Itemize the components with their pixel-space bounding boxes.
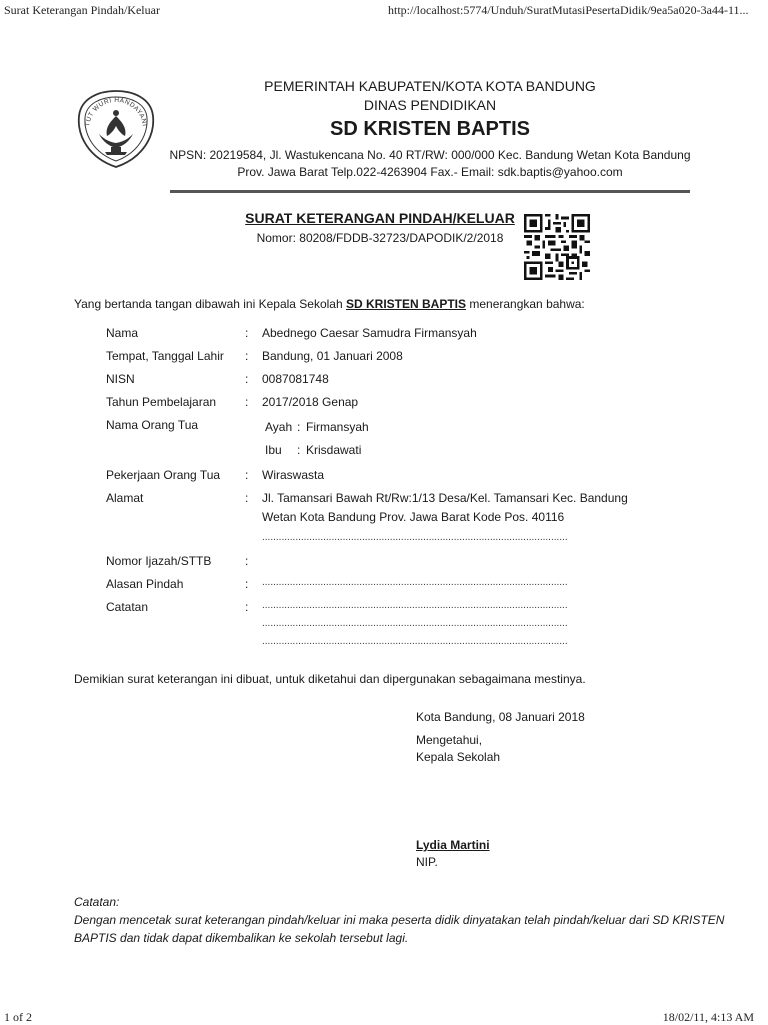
- letter-number: Nomor: 80208/FDDB-32723/DAPODIK/2/2018: [256, 231, 504, 245]
- field-colon: :: [245, 468, 249, 482]
- field-label-ortu: Nama Orang Tua: [106, 418, 199, 432]
- note-line1: Dengan mencetak surat keterangan pindah/keluar ini maka peserta didik dinyatakan telah pindah/keluar dari SD KRISTEN: [74, 913, 725, 927]
- note-title: Catatan:: [74, 895, 120, 909]
- field-value-ayah: Firmansyah: [306, 420, 369, 434]
- field-value-nama: Abednego Caesar Samudra Firmansyah: [262, 326, 477, 340]
- field-value-ibu: Krisdawati: [306, 443, 362, 457]
- letterhead-address-line2: Prov. Jawa Barat Telp.022-4263904 Fax.- Email: sdk.baptis@yahoo.com: [237, 165, 623, 179]
- field-value-tahun: 2017/2018 Genap: [262, 395, 359, 409]
- dotted-line: ..............................................................................................................: [262, 532, 568, 543]
- dotted-line: ..............................................................................................................: [262, 600, 568, 611]
- intro-text-after: menerangkan bahwa:: [466, 297, 585, 311]
- field-value-pekerjaan: Wiraswasta: [262, 468, 325, 482]
- dotted-line: ..............................................................................................................: [262, 636, 568, 647]
- place-date: Kota Bandung, 08 Januari 2018: [416, 710, 585, 724]
- signer-position: Kepala Sekolah: [416, 750, 501, 764]
- qr-code: [524, 214, 590, 280]
- letterhead-address-line1: NPSN: 20219584, Jl. Wastukencana No. 40 RT/RW: 000/000 Kec. Bandung Wetan Kota Bandung: [169, 148, 691, 162]
- field-value-nisn: 0087081748: [262, 372, 329, 386]
- field-label-ayah: Ayah: [265, 420, 293, 434]
- intro-statement: [74, 297, 585, 311]
- field-value-alamat-line2: Wetan Kota Bandung Prov. Jawa Barat Kode Pos. 40116: [262, 510, 565, 524]
- field-colon: :: [297, 443, 301, 457]
- field-colon: :: [245, 491, 249, 505]
- field-colon: :: [297, 420, 301, 434]
- field-label-ibu: Ibu: [265, 443, 282, 457]
- field-label-nisn: NISN: [106, 372, 135, 386]
- print-header-title: Surat Keterangan Pindah/Keluar: [4, 3, 160, 17]
- field-colon: :: [245, 349, 249, 363]
- field-colon: :: [245, 554, 249, 568]
- closing-statement: Demikian surat keterangan ini dibuat, untuk diketahui dan dipergunakan sebagaimana mestinya.: [74, 672, 586, 686]
- signer-name: Lydia Martini: [416, 838, 490, 852]
- field-label-alamat: Alamat: [106, 491, 144, 505]
- print-header-url: http://localhost:5774/Unduh/SuratMutasiPesertaDidik/9ea5a020-3a44-11...: [388, 3, 749, 17]
- field-label-ijazah: Nomor Ijazah/STTB: [106, 554, 212, 568]
- print-footer-datetime: 18/02/11, 4:13 AM: [662, 1010, 754, 1024]
- field-label-catatan: Catatan: [106, 600, 149, 614]
- emblem-motto: TUT WURI HANDAYANI: [84, 96, 148, 127]
- field-colon: :: [245, 372, 249, 386]
- signer-nip: NIP.: [416, 855, 438, 869]
- letter-title: SURAT KETERANGAN PINDAH/KELUAR: [245, 210, 515, 226]
- note-line2: BAPTIS dan tidak dapat dikembalikan ke sekolah tersebut lagi.: [74, 931, 409, 945]
- field-colon: :: [245, 600, 249, 614]
- field-label-alasan: Alasan Pindah: [106, 577, 184, 591]
- field-label-tahun: Tahun Pembelajaran: [106, 395, 217, 409]
- intro-text-before: Yang bertanda tangan dibawah ini Kepala Sekolah: [74, 297, 346, 311]
- letterhead-government: PEMERINTAH KABUPATEN/KOTA KOTA BANDUNG: [264, 78, 596, 94]
- field-value-alamat-line1: Jl. Tamansari Bawah Rt/Rw:1/13 Desa/Kel. Tamansari Kec. Bandung: [262, 491, 628, 505]
- field-value-ttl: Bandung, 01 Januari 2008: [262, 349, 403, 363]
- intro-school-name: SD KRISTEN BAPTIS: [346, 297, 467, 311]
- dotted-line: ..............................................................................................................: [262, 577, 568, 588]
- school-emblem-logo: [75, 88, 157, 170]
- print-footer-page: 1 of 2: [4, 1010, 32, 1024]
- field-colon: :: [245, 577, 249, 591]
- field-label-ttl: Tempat, Tanggal Lahir: [106, 349, 224, 363]
- field-label-nama: Nama: [106, 326, 139, 340]
- field-colon: :: [245, 395, 249, 409]
- field-label-pekerjaan: Pekerjaan Orang Tua: [106, 468, 221, 482]
- letterhead-school-name: SD KRISTEN BAPTIS: [329, 118, 531, 140]
- letterhead-divider: [170, 190, 690, 193]
- letterhead-department: DINAS PENDIDIKAN: [363, 97, 497, 113]
- field-colon: :: [245, 326, 249, 340]
- dotted-line: ..............................................................................................................: [262, 618, 568, 629]
- acknowledge-text: Mengetahui,: [416, 733, 483, 747]
